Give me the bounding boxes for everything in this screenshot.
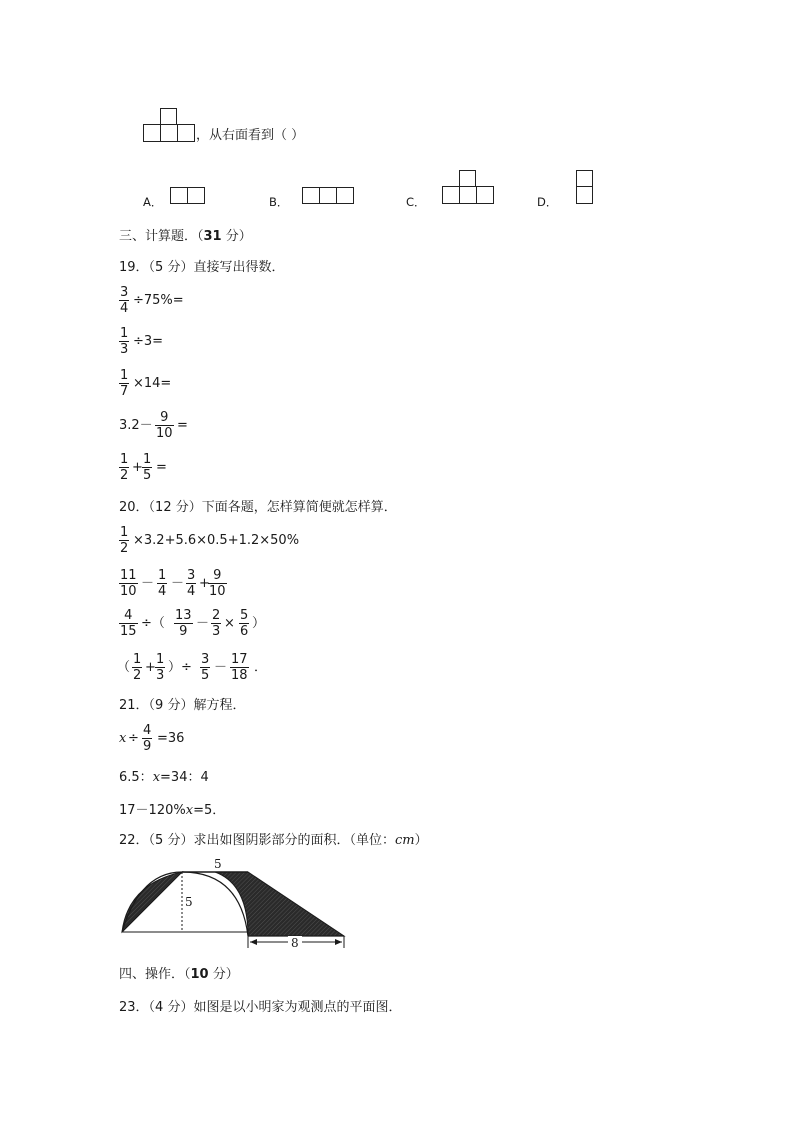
q19-item4-rest: =: [177, 418, 188, 433]
q22-shaded-area-figure: [110, 854, 360, 954]
q20-line2-op1: －: [141, 576, 155, 591]
q20-line4-op2: ）÷: [168, 660, 192, 675]
q19-item1-rest: ÷75%=: [133, 293, 184, 308]
q20-line4-end: ．: [254, 660, 268, 675]
q20-line3-op1: ÷（: [141, 616, 165, 631]
q20-line2-f2: $\frac{1}{4}$: [158, 568, 167, 599]
q20-line3-close: ）: [252, 616, 266, 631]
q20-line2-f1: $\frac{11}{10}$: [120, 568, 137, 599]
q20-line2-f3: $\frac{3}{4}$: [187, 568, 196, 599]
q19-item4-fraction: $\frac{9}{10}$: [156, 410, 173, 441]
q22-right-shaded-region: [215, 872, 344, 936]
q18-option-a-label: A．: [143, 195, 163, 209]
section-3-title-text: 三、计算题．（: [119, 229, 204, 244]
q21-eq1-rest: =36: [157, 731, 185, 746]
q19-item4-lead: 3.2－: [119, 418, 153, 433]
q18-option-b-label: B．: [269, 195, 289, 209]
q21-eq1-var: x: [119, 731, 127, 746]
q19-item3-fraction: $\frac{1}{7}$: [120, 368, 129, 399]
q20-line2-op3: +: [199, 576, 210, 591]
q19-item2-fraction: $\frac{1}{3}$: [120, 326, 129, 357]
q20-line3-f2: $\frac{13}{9}$: [175, 608, 192, 639]
q21-header: 21．（9 分）解方程．: [119, 698, 246, 713]
q22-label-top: 5: [214, 857, 222, 871]
q22-label-height: 5: [185, 895, 193, 909]
q20-line4-op3: －: [214, 660, 228, 675]
q20-line4-f2: $\frac{1}{3}$: [156, 652, 165, 683]
q22-label-bottom: 8: [291, 936, 299, 950]
q21-eq2: 6.5：x=34：4: [119, 770, 209, 785]
q18-base-cube-1: [143, 124, 161, 142]
q20-line3-f4: $\frac{5}{6}$: [240, 608, 249, 639]
q20-line2-op2: －: [171, 576, 185, 591]
q19-item2-rest: ÷3=: [133, 334, 164, 349]
q21-eq1-op: ÷: [128, 731, 139, 746]
section-4-title: 四、操作．（10 分）: [119, 967, 239, 982]
q19-item1-fraction: $\frac{3}{4}$: [120, 285, 129, 316]
q20-line4-f3: $\frac{3}{5}$: [201, 652, 210, 683]
q20-line3-op2: －: [196, 616, 210, 631]
q21-eq3: 17－120%x=5．: [119, 803, 226, 818]
q19-item5-fraction1: $\frac{1}{2}$: [120, 452, 129, 483]
q18-stem: ，从右面看到（ ）: [196, 128, 305, 143]
section-3-title: [119, 229, 252, 245]
q18-option-c-label: C．: [406, 195, 426, 209]
q20-line4-f1: $\frac{1}{2}$: [133, 652, 142, 683]
q23-header: 23．（4 分）如图是以小明家为观测点的平面图．: [119, 1000, 402, 1015]
q20-line4-op1: +: [145, 660, 156, 675]
section-3-unit: 分）: [221, 229, 252, 244]
q20-line4-open: （: [117, 660, 131, 675]
q19-item5-rest: =: [156, 460, 167, 475]
q22-header: 22．（5 分）求出如图阴影部分的面积．（单位：cm）: [119, 833, 428, 848]
q20-line3-op3: ×: [224, 616, 235, 631]
q20-line2-f4: $\frac{9}{10}$: [209, 568, 226, 599]
q19-item3-rest: ×14=: [133, 376, 172, 391]
q22-dim-arrow-left: [250, 939, 257, 945]
q18-base-cube-2: [160, 124, 178, 142]
q18-option-d-label: D．: [537, 195, 558, 209]
q21-eq1-fraction: $\frac{4}{9}$: [143, 723, 152, 754]
q22-dim-arrow-right: [335, 939, 342, 945]
q20-line3-f3: $\frac{2}{3}$: [212, 608, 221, 639]
q19-item5-fraction2: $\frac{1}{5}$: [143, 452, 152, 483]
q20-line1-rest: ×3.2+5.6×0.5+1.2×50%: [133, 533, 300, 548]
q19-item5-plus: +: [132, 460, 143, 475]
section-3-points: 31: [203, 229, 222, 244]
q20-line1-fraction: $\frac{1}{2}$: [120, 525, 129, 556]
q19-header: 19．（5 分）直接写出得数．: [119, 260, 285, 275]
q18-top-cube: [160, 108, 177, 125]
q22-diagonal: [122, 872, 182, 932]
q20-header: 20．（12 分）下面各题，怎样算简便就怎样算．: [119, 500, 397, 515]
q20-line4-f4: $\frac{17}{18}$: [231, 652, 248, 683]
q20-line3-f1: $\frac{4}{15}$: [120, 608, 137, 639]
q18-base-cube-3: [177, 124, 195, 142]
